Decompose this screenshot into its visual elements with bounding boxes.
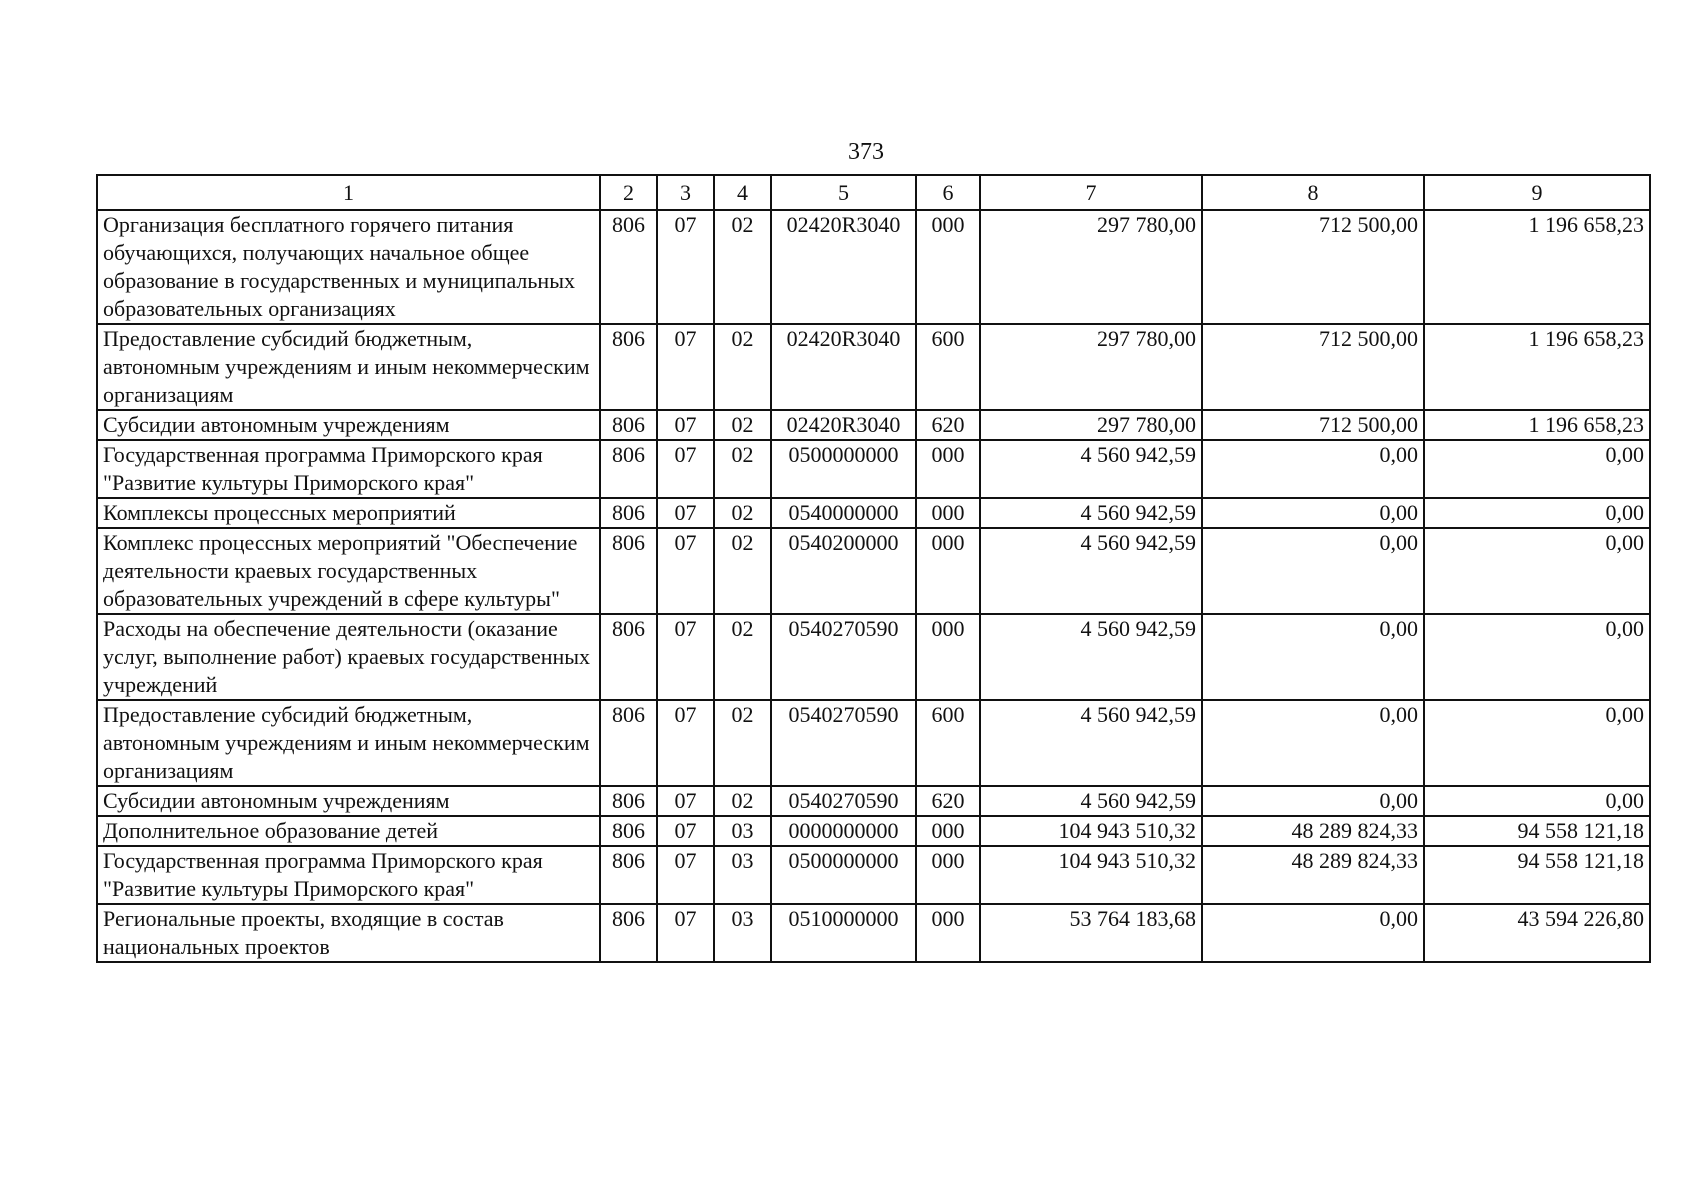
header-cell-2: 2 [600, 175, 657, 210]
row-amount-7-cell: 4 560 942,59 [980, 440, 1202, 498]
row-code-3-cell: 07 [657, 324, 714, 410]
row-amount-7-cell: 297 780,00 [980, 324, 1202, 410]
row-code-4-cell: 02 [714, 440, 771, 498]
table-row [97, 786, 1650, 816]
row-code-3-cell: 07 [657, 904, 714, 962]
row-name-cell: Дополнительное образование детей [97, 816, 600, 846]
row-amount-7-cell: 4 560 942,59 [980, 528, 1202, 614]
row-code-3-cell: 07 [657, 528, 714, 614]
row-amount-9-cell: 0,00 [1424, 440, 1650, 498]
row-amount-7-cell: 4 560 942,59 [980, 614, 1202, 700]
row-code-3-cell: 07 [657, 440, 714, 498]
row-code-6-cell: 620 [916, 786, 980, 816]
table-row [97, 440, 1650, 498]
row-amount-9-cell: 0,00 [1424, 786, 1650, 816]
row-code-4-cell: 03 [714, 816, 771, 846]
row-amount-9-cell: 1 196 658,23 [1424, 210, 1650, 324]
table-row [97, 614, 1650, 700]
row-code-2-cell: 806 [600, 816, 657, 846]
row-code-6-cell: 000 [916, 846, 980, 904]
row-code-3-cell: 07 [657, 700, 714, 786]
row-code-2-cell: 806 [600, 440, 657, 498]
row-code-2-cell: 806 [600, 614, 657, 700]
row-name-cell: Комплексы процессных мероприятий [97, 498, 600, 528]
row-code-5-cell: 0510000000 [771, 904, 916, 962]
row-name-cell: Субсидии автономным учреждениям [97, 786, 600, 816]
table-row [97, 846, 1650, 904]
row-code-4-cell: 02 [714, 528, 771, 614]
row-amount-7-cell: 53 764 183,68 [980, 904, 1202, 962]
row-name-cell: Комплекс процессных мероприятий "Обеспечение деятельности краевых государственных образовательных учреждений в сфере культуры" [97, 528, 600, 614]
row-amount-9-cell: 0,00 [1424, 700, 1650, 786]
row-code-6-cell: 620 [916, 410, 980, 440]
row-amount-9-cell: 1 196 658,23 [1424, 410, 1650, 440]
row-amount-9-cell: 43 594 226,80 [1424, 904, 1650, 962]
row-code-5-cell: 0540270590 [771, 614, 916, 700]
row-code-3-cell: 07 [657, 614, 714, 700]
row-amount-7-cell: 297 780,00 [980, 210, 1202, 324]
row-code-5-cell: 0500000000 [771, 846, 916, 904]
row-amount-8-cell: 0,00 [1202, 498, 1424, 528]
row-code-6-cell: 000 [916, 614, 980, 700]
table-row [97, 324, 1650, 410]
row-code-2-cell: 806 [600, 700, 657, 786]
header-cell-6: 6 [916, 175, 980, 210]
row-amount-8-cell: 0,00 [1202, 528, 1424, 614]
row-code-5-cell: 02420R3040 [771, 324, 916, 410]
row-code-3-cell: 07 [657, 410, 714, 440]
row-amount-8-cell: 0,00 [1202, 440, 1424, 498]
table-row [97, 904, 1650, 962]
row-code-3-cell: 07 [657, 498, 714, 528]
row-code-2-cell: 806 [600, 528, 657, 614]
row-code-4-cell: 02 [714, 324, 771, 410]
row-amount-7-cell: 4 560 942,59 [980, 498, 1202, 528]
row-code-2-cell: 806 [600, 210, 657, 324]
table-body [97, 210, 1650, 962]
header-cell-8: 8 [1202, 175, 1424, 210]
row-amount-7-cell: 4 560 942,59 [980, 786, 1202, 816]
header-cell-9: 9 [1424, 175, 1650, 210]
page-number: 373 [848, 139, 884, 165]
row-code-4-cell: 03 [714, 846, 771, 904]
row-code-6-cell: 600 [916, 700, 980, 786]
table-row [97, 816, 1650, 846]
row-code-2-cell: 806 [600, 786, 657, 816]
row-code-4-cell: 02 [714, 700, 771, 786]
header-cell-4: 4 [714, 175, 771, 210]
row-code-5-cell: 0540270590 [771, 786, 916, 816]
table-row [97, 700, 1650, 786]
row-code-3-cell: 07 [657, 210, 714, 324]
header-cell-7: 7 [980, 175, 1202, 210]
row-amount-8-cell: 0,00 [1202, 904, 1424, 962]
row-amount-8-cell: 712 500,00 [1202, 324, 1424, 410]
row-amount-7-cell: 297 780,00 [980, 410, 1202, 440]
row-code-2-cell: 806 [600, 904, 657, 962]
row-amount-8-cell: 0,00 [1202, 786, 1424, 816]
row-amount-8-cell: 0,00 [1202, 614, 1424, 700]
row-amount-9-cell: 94 558 121,18 [1424, 816, 1650, 846]
row-code-5-cell: 0540000000 [771, 498, 916, 528]
row-amount-8-cell: 0,00 [1202, 700, 1424, 786]
header-row [97, 175, 1650, 210]
row-amount-9-cell: 1 196 658,23 [1424, 324, 1650, 410]
row-amount-8-cell: 48 289 824,33 [1202, 846, 1424, 904]
row-code-3-cell: 07 [657, 846, 714, 904]
row-code-5-cell: 02420R3040 [771, 410, 916, 440]
row-amount-8-cell: 48 289 824,33 [1202, 816, 1424, 846]
table-row [97, 410, 1650, 440]
row-code-6-cell: 000 [916, 816, 980, 846]
row-amount-8-cell: 712 500,00 [1202, 210, 1424, 324]
row-name-cell: Государственная программа Приморского края "Развитие культуры Приморского края" [97, 846, 600, 904]
row-code-4-cell: 02 [714, 210, 771, 324]
row-code-5-cell: 0540200000 [771, 528, 916, 614]
header-cell-3: 3 [657, 175, 714, 210]
row-code-3-cell: 07 [657, 786, 714, 816]
row-name-cell: Региональные проекты, входящие в состав национальных проектов [97, 904, 600, 962]
row-code-5-cell: 02420R3040 [771, 210, 916, 324]
row-amount-9-cell: 0,00 [1424, 528, 1650, 614]
row-code-6-cell: 000 [916, 528, 980, 614]
row-name-cell: Предоставление субсидий бюджетным, автономным учреждениям и иным некоммерческим организациям [97, 700, 600, 786]
row-code-4-cell: 02 [714, 498, 771, 528]
row-amount-9-cell: 0,00 [1424, 614, 1650, 700]
row-code-6-cell: 000 [916, 904, 980, 962]
row-code-2-cell: 806 [600, 410, 657, 440]
header-cell-1: 1 [97, 175, 600, 210]
table-row [97, 210, 1650, 324]
row-code-6-cell: 000 [916, 498, 980, 528]
row-code-6-cell: 600 [916, 324, 980, 410]
row-code-5-cell: 0000000000 [771, 816, 916, 846]
row-code-6-cell: 000 [916, 210, 980, 324]
header-cell-5: 5 [771, 175, 916, 210]
table-row [97, 498, 1650, 528]
row-amount-7-cell: 104 943 510,32 [980, 816, 1202, 846]
row-code-4-cell: 02 [714, 786, 771, 816]
row-code-5-cell: 0500000000 [771, 440, 916, 498]
row-code-4-cell: 02 [714, 614, 771, 700]
row-code-6-cell: 000 [916, 440, 980, 498]
row-name-cell: Субсидии автономным учреждениям [97, 410, 600, 440]
row-amount-7-cell: 104 943 510,32 [980, 846, 1202, 904]
row-name-cell: Расходы на обеспечение деятельности (оказание услуг, выполнение работ) краевых государственных учреждений [97, 614, 600, 700]
row-amount-7-cell: 4 560 942,59 [980, 700, 1202, 786]
row-code-3-cell: 07 [657, 816, 714, 846]
table-row [97, 528, 1650, 614]
budget-table [96, 174, 1651, 963]
row-amount-9-cell: 0,00 [1424, 498, 1650, 528]
row-name-cell: Государственная программа Приморского края "Развитие культуры Приморского края" [97, 440, 600, 498]
row-code-2-cell: 806 [600, 498, 657, 528]
row-name-cell: Предоставление субсидий бюджетным, автономным учреждениям и иным некоммерческим организациям [97, 324, 600, 410]
row-code-2-cell: 806 [600, 846, 657, 904]
row-code-5-cell: 0540270590 [771, 700, 916, 786]
row-code-4-cell: 02 [714, 410, 771, 440]
row-code-2-cell: 806 [600, 324, 657, 410]
row-amount-8-cell: 712 500,00 [1202, 410, 1424, 440]
row-name-cell: Организация бесплатного горячего питания обучающихся, получающих начальное общее образование в государственных и муниципальных образовательных организациях [97, 210, 600, 324]
row-amount-9-cell: 94 558 121,18 [1424, 846, 1650, 904]
row-code-4-cell: 03 [714, 904, 771, 962]
